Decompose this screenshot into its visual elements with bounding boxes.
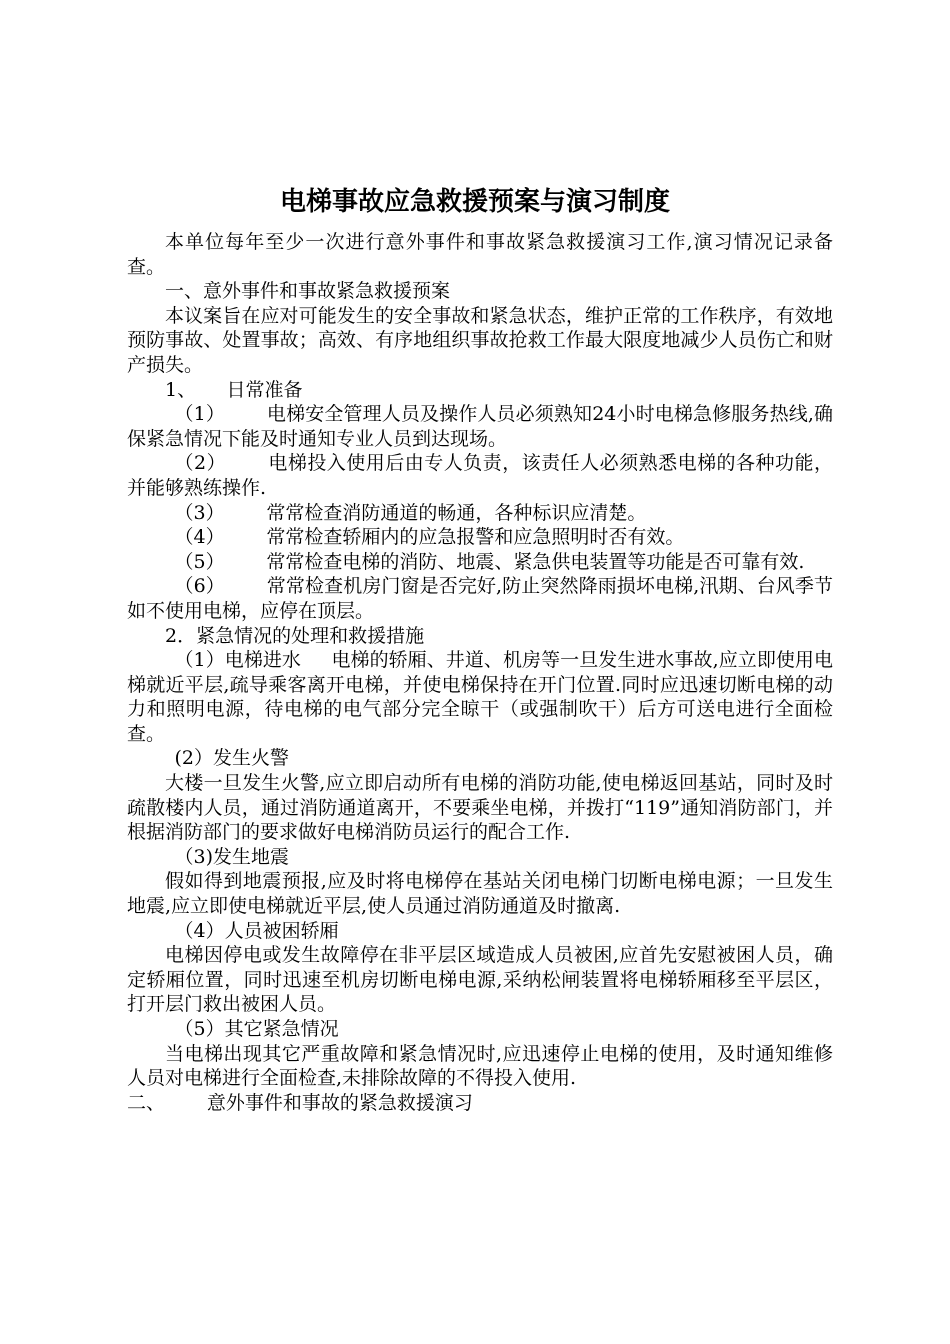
emergency-item-4-title: （4）人员被困轿厢 (174, 919, 339, 942)
document-title: 电梯事故应急救援预案与演习制度 (279, 187, 670, 217)
emergency-item-1-text: 电梯的轿厢、井道、机房等一旦发生进水事故,应立即使用电梯就近平层,疏导乘客离开电梯，并使电梯保持在开门位置.同时应迅速切断电梯的动力和照明电源，待电梯的电气部分完全晾干（或强制吹干）后方可送电进行全面检查。 (127, 649, 833, 745)
daily-item-6-text: 常常检查机房门窗是否完好,防止突然降雨损坏电梯,汛期、台风季节如不使用电梯，应停在顶层。 (127, 575, 833, 622)
emergency-item-1 (127, 648, 833, 746)
emergency-item-3-text: 假如得到地震预报,应及时将电梯停在基站关闭电梯门切断电梯电源；一旦发生地震,应立即使电梯就近平层,使人员通过消防通道及时撤离. (127, 870, 833, 918)
intro-paragraph: 本单位每年至少一次进行意外事件和事故紧急救援演习工作,演习情况记录备查。 (127, 231, 833, 278)
daily-item-1 (127, 402, 833, 451)
emergency-item-2-title: (2）发生火警 (174, 747, 290, 770)
daily-item-5 (127, 550, 833, 575)
daily-item-2-number: （2） (174, 452, 227, 475)
emergency-item-2-text: 大楼一旦发生火警,应立即启动所有电梯的消防功能,使电梯返回基站，同时及时疏散楼内人员，通过消防通道离开，不要乘坐电梯，并拨打“119”通知消防部门，并根据消防部门的要求做好电梯消防员运行的配合工作. (127, 772, 833, 844)
emergency-item-3-title: （3)发生地震 (174, 845, 290, 868)
daily-item-2-text: 电梯投入使用后由专人负责，该责任人必须熟悉电梯的各种功能，并能够熟练操作. (127, 452, 833, 499)
section-2-title: 意外事件和事故的紧急救援演习 (206, 1091, 473, 1114)
daily-item-5-text: 常常检查电梯的消防、地震、紧急供电装置等功能是否可靠有效. (266, 550, 805, 573)
daily-item-1-text: 电梯安全管理人员及操作人员必须熟知24小时电梯急修服务热线,确保紧急情况下能及时通知专业人员到达现场。 (127, 403, 834, 450)
section-2-heading (127, 1091, 833, 1116)
section-1-intro: 本议案旨在应对可能发生的安全事故和紧急状态，维护正常的工作秩序，有效地预防事故、处置事故；高效、有序地组织事故抢救工作最大限度地减少人员伤亡和财产损失。 (127, 304, 833, 376)
section-2-number: 二、 (127, 1091, 166, 1114)
daily-item-4-number: （4） (174, 526, 225, 549)
daily-item-3-text: 常常检查消防通道的畅通，各种标识应清楚。 (266, 501, 647, 524)
daily-item-3-number: （3） (174, 501, 225, 524)
section-1-heading: 一、意外事件和事故紧急救援预案 (165, 280, 451, 303)
daily-item-4-text: 常常检查轿厢内的应急报警和应急照明时否有效。 (266, 526, 685, 549)
daily-item-4 (127, 525, 833, 550)
emergency-item-5-text: 当电梯出现其它严重故障和紧急情况时,应迅速停止电梯的使用，及时通知维修人员对电梯进行全面检查,未排除故障的不得投入使用. (127, 1042, 833, 1090)
daily-item-5-number: （5） (174, 550, 225, 573)
daily-item-3 (127, 501, 833, 526)
emergency-item-1-title: （1）电梯进水 (174, 649, 301, 672)
daily-item-6-number: （6） (174, 575, 225, 598)
daily-preparation-title: 日常准备 (226, 378, 303, 401)
emergency-heading: 2．紧急情况的处理和救援措施 (165, 624, 425, 647)
daily-preparation-number: 1、 (165, 378, 197, 401)
daily-preparation-heading (127, 378, 833, 403)
daily-item-1-number: （1） (174, 403, 225, 426)
document-body (127, 230, 833, 1115)
emergency-item-5-title: （5）其它紧急情况 (174, 1018, 339, 1040)
daily-item-2 (127, 451, 833, 500)
daily-item-6 (127, 574, 833, 623)
emergency-item-4-text: 电梯因停电或发生故障停在非平层区域造成人员被困,应首先安慰被困人员，确定轿厢位置，同时迅速至机房切断电梯电源,采纳松闸装置将电梯轿厢移至平层区，打开层门救出被困人员。 (127, 944, 833, 1016)
